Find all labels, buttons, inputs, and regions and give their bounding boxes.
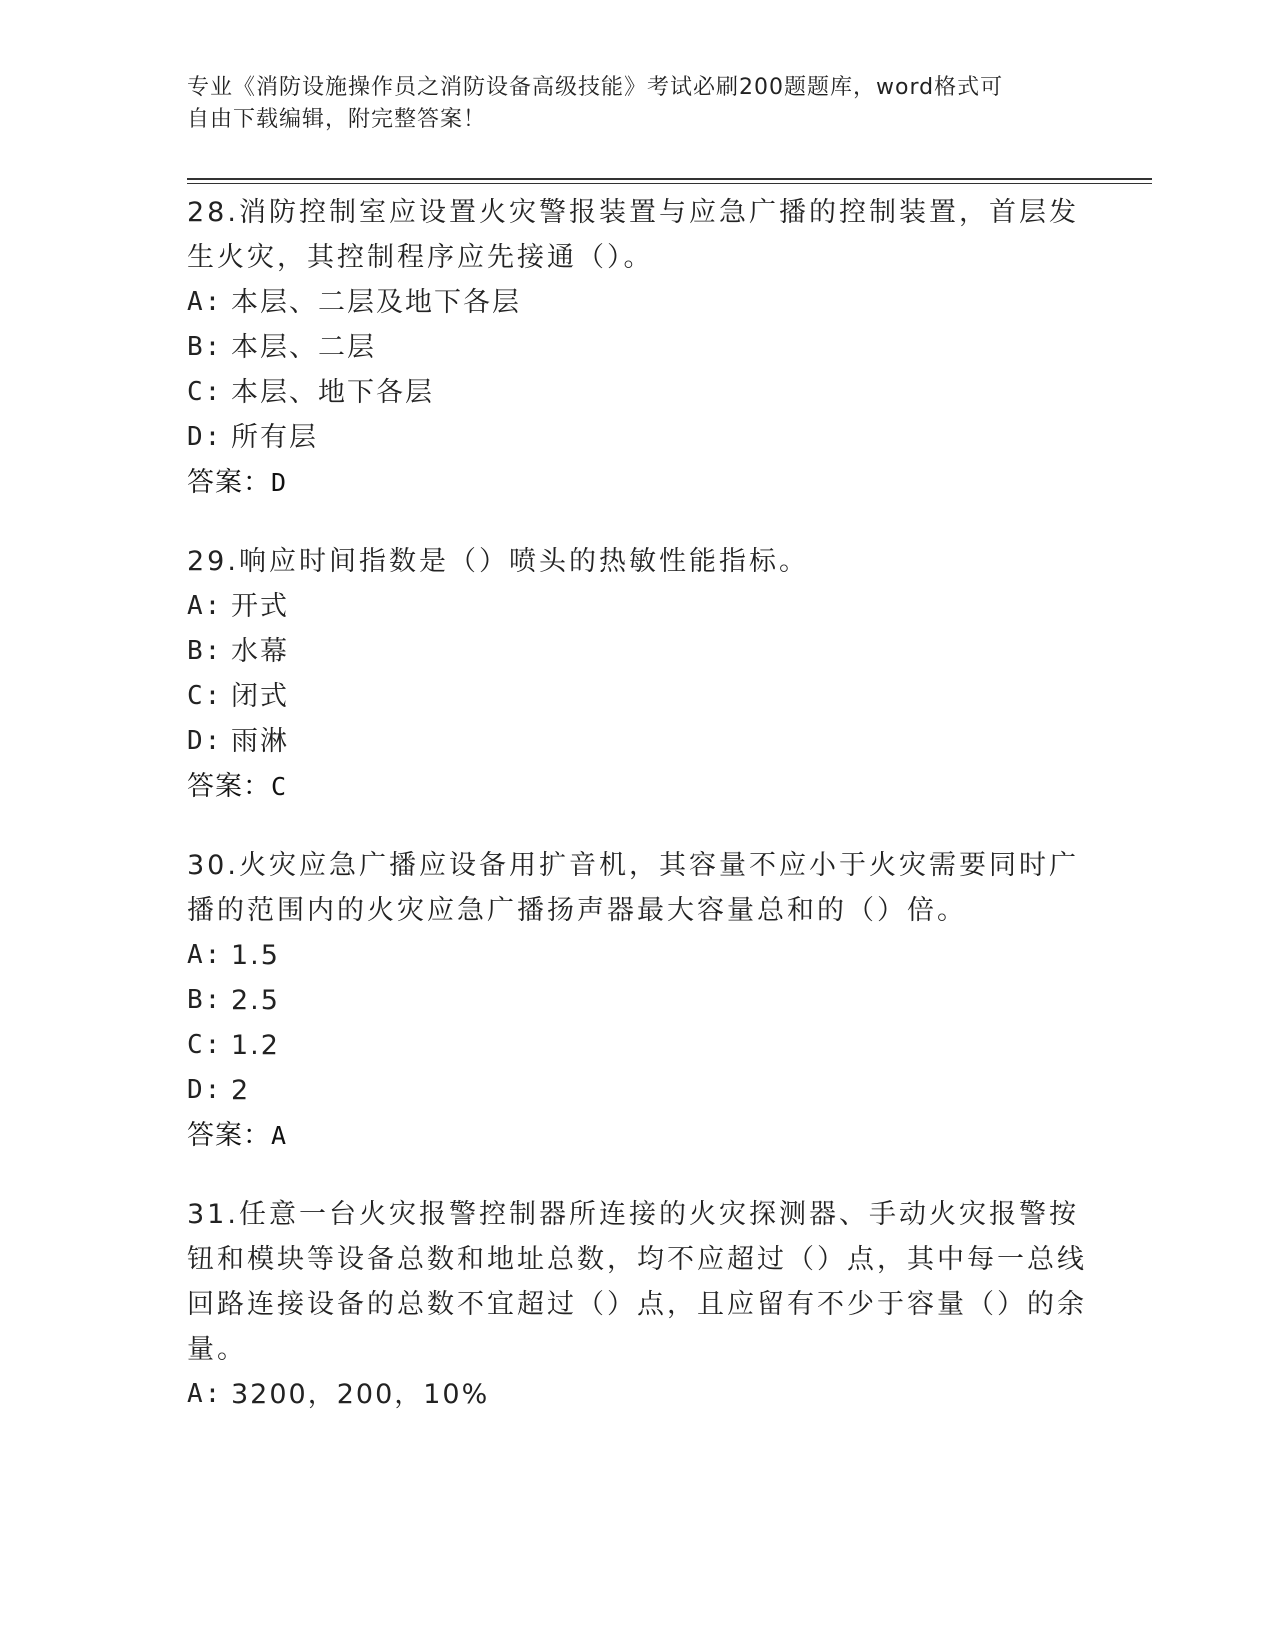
option-c (187, 370, 1087, 415)
header-line-2: 自由下载编辑，附完整答案！ (187, 107, 487, 132)
question-29 (187, 539, 1087, 809)
option-letter: B: (187, 636, 223, 666)
question-28 (187, 190, 1087, 505)
option-text: 3200，200，10% (231, 1379, 490, 1410)
answer-label: 答案： (187, 1120, 271, 1151)
option-text: 2 (231, 1075, 251, 1106)
option-c (187, 1023, 1087, 1068)
header-divider-thick (187, 178, 1152, 180)
option-letter: A: (187, 591, 223, 621)
option-letter: D: (187, 422, 223, 452)
question-stem: 28.消防控制室应设置火灾警报装置与应急广播的控制装置，首层发生火灾，其控制程序应先接通（）。 (187, 197, 1079, 273)
question-31 (187, 1192, 1087, 1417)
option-b (187, 629, 1087, 674)
question-list (187, 190, 1087, 1451)
document-header (187, 72, 1067, 136)
answer (187, 1113, 1087, 1158)
answer-label: 答案： (187, 771, 271, 802)
option-c (187, 674, 1087, 719)
option-d (187, 719, 1087, 764)
option-a (187, 584, 1087, 629)
option-letter: A: (187, 1379, 223, 1409)
option-text: 所有层 (231, 422, 318, 453)
option-d (187, 415, 1087, 460)
option-text: 本层、二层 (231, 332, 376, 363)
answer (187, 764, 1087, 809)
option-letter: D: (187, 1075, 223, 1105)
option-text: 水幕 (231, 636, 289, 667)
answer-value: D (271, 468, 288, 497)
answer-value: A (271, 1121, 288, 1150)
question-30 (187, 843, 1087, 1158)
option-letter: B: (187, 332, 223, 362)
option-a (187, 280, 1087, 325)
question-stem: 31.任意一台火灾报警控制器所连接的火灾探测器、手动火灾报警按钮和模块等设备总数和地址总数，均不应超过（）点，其中每一总线回路连接设备的总数不宜超过（）点，且应留有不少于容量（）的余量。 (187, 1199, 1087, 1365)
option-letter: D: (187, 726, 223, 756)
option-text: 1.2 (231, 1030, 280, 1061)
option-letter: A: (187, 287, 223, 317)
option-text: 本层、地下各层 (231, 377, 434, 408)
option-b (187, 978, 1087, 1023)
option-letter: A: (187, 940, 223, 970)
header-line-1: 专业《消防设施操作员之消防设备高级技能》考试必刷200题题库，word格式可 (187, 75, 1004, 100)
option-letter: C: (187, 377, 223, 407)
question-stem: 29.响应时间指数是（）喷头的热敏性能指标。 (187, 546, 809, 577)
option-d (187, 1068, 1087, 1113)
question-stem: 30.火灾应急广播应设备用扩音机，其容量不应小于火灾需要同时广播的范围内的火灾应急广播扬声器最大容量总和的（）倍。 (187, 850, 1079, 926)
option-text: 雨淋 (231, 726, 289, 757)
answer-value: C (271, 772, 288, 801)
option-text: 2.5 (231, 985, 280, 1016)
option-letter: C: (187, 1030, 223, 1060)
option-letter: C: (187, 681, 223, 711)
answer-label: 答案： (187, 467, 271, 498)
option-text: 1.5 (231, 940, 280, 971)
option-text: 开式 (231, 591, 289, 622)
option-text: 本层、二层及地下各层 (231, 287, 521, 318)
header-divider-thin (187, 183, 1152, 184)
option-b (187, 325, 1087, 370)
option-a (187, 933, 1087, 978)
answer (187, 460, 1087, 505)
option-text: 闭式 (231, 681, 289, 712)
option-letter: B: (187, 985, 223, 1015)
option-a (187, 1372, 1087, 1417)
